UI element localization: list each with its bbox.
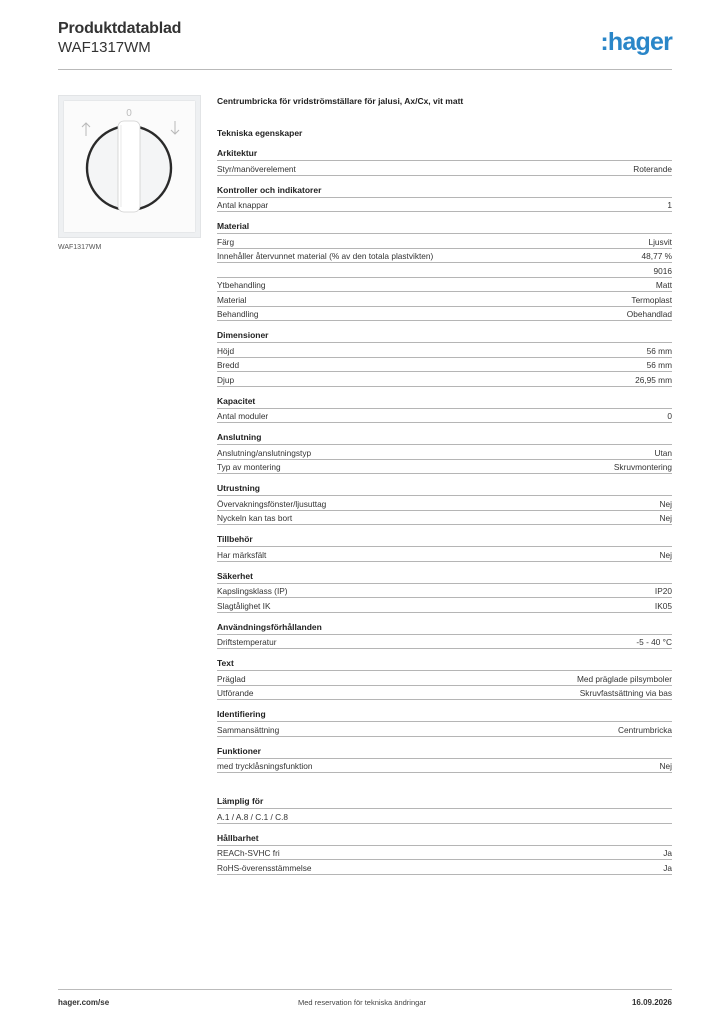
spec-row bbox=[217, 263, 672, 278]
spec-label: Ytbehandling bbox=[217, 280, 266, 290]
spec-value: Nej bbox=[659, 549, 672, 560]
section-title: Hållbarhet bbox=[217, 833, 672, 846]
spec-row bbox=[217, 496, 672, 511]
section-title: Tillbehör bbox=[217, 534, 672, 547]
section-title: Säkerhet bbox=[217, 571, 672, 584]
spec-value: Obehandlad bbox=[626, 309, 672, 319]
spec-row bbox=[217, 809, 672, 824]
spec-section bbox=[217, 833, 672, 875]
document-title: Produktdatablad bbox=[58, 20, 182, 37]
spec-value: Nej bbox=[659, 513, 672, 523]
spec-section bbox=[217, 148, 672, 176]
switch-plate bbox=[64, 101, 195, 232]
spec-label: Anslutning/anslutningstyp bbox=[217, 447, 312, 458]
spec-section bbox=[217, 658, 672, 700]
spec-label: Behandling bbox=[217, 309, 259, 319]
spec-value: Skruvfastsättning via bas bbox=[579, 688, 672, 698]
spec-row bbox=[217, 846, 672, 861]
footer-divider bbox=[58, 989, 672, 990]
spec-value: Centrumbricka bbox=[618, 724, 672, 735]
zero-position-label: 0 bbox=[126, 108, 132, 119]
spec-row bbox=[217, 759, 672, 774]
spec-sections bbox=[217, 148, 672, 875]
spec-value: 48,77 % bbox=[641, 251, 672, 261]
spec-value: 56 mm bbox=[646, 360, 672, 370]
spec-row bbox=[217, 635, 672, 650]
spec-value: 1 bbox=[667, 200, 672, 210]
spec-row bbox=[217, 511, 672, 526]
arrow-down-icon bbox=[171, 121, 179, 134]
spec-row bbox=[217, 671, 672, 686]
spec-row bbox=[217, 343, 672, 358]
spec-section bbox=[217, 796, 672, 824]
spec-label: Antal knappar bbox=[217, 200, 269, 210]
product-description: Centrumbricka för vridströmställare för jalusi, Ax/Cx, vit matt bbox=[217, 96, 464, 106]
spec-label: med trycklåsningsfunktion bbox=[217, 761, 313, 771]
spec-value: Skruvmontering bbox=[613, 462, 672, 472]
spec-label: Utförande bbox=[217, 688, 254, 698]
spec-row bbox=[217, 409, 672, 424]
spec-label: Höjd bbox=[217, 345, 235, 356]
section-title: Material bbox=[217, 221, 672, 234]
spec-row bbox=[217, 358, 672, 373]
spec-row bbox=[217, 234, 672, 249]
section-title: Funktioner bbox=[217, 746, 672, 759]
spec-section bbox=[217, 709, 672, 737]
spec-label: Driftstemperatur bbox=[217, 637, 277, 647]
spec-section bbox=[217, 483, 672, 525]
spec-value: -5 - 40 °C bbox=[636, 637, 672, 647]
section-title: Identifiering bbox=[217, 709, 672, 722]
spec-section bbox=[217, 185, 672, 213]
spec-section bbox=[217, 534, 672, 562]
section-title: Lämplig för bbox=[217, 796, 672, 809]
technical-properties-title: Tekniska egenskaper bbox=[217, 128, 303, 138]
spec-value: Med präglade pilsymboler bbox=[576, 673, 672, 684]
spec-value: Nej bbox=[659, 761, 672, 771]
spec-label: A.1 / A.8 / C.1 / C.8 bbox=[217, 811, 289, 822]
spec-row bbox=[217, 860, 672, 875]
spec-value: Matt bbox=[655, 280, 672, 290]
spec-row bbox=[217, 686, 672, 701]
spec-row bbox=[217, 547, 672, 562]
spec-value: Ja bbox=[663, 848, 672, 858]
footer-date: 16.09.2026 bbox=[631, 998, 672, 1007]
spec-label: Typ av montering bbox=[217, 462, 281, 472]
section-title: Användningsförhållanden bbox=[217, 622, 672, 635]
spec-label: Sammansättning bbox=[217, 724, 280, 735]
spec-value: Utan bbox=[654, 447, 672, 458]
header-divider bbox=[58, 69, 672, 70]
spec-row bbox=[217, 372, 672, 387]
footer-disclaimer: Med reservation för tekniska ändringar bbox=[298, 998, 426, 1007]
spec-label: Färg bbox=[217, 236, 235, 247]
spec-row bbox=[217, 249, 672, 264]
spec-label: Präglad bbox=[217, 673, 246, 684]
section-title: Kapacitet bbox=[217, 396, 672, 409]
spec-label: REACh-SVHC fri bbox=[217, 848, 280, 858]
spec-label: Djup bbox=[217, 374, 235, 385]
spec-value: Nej bbox=[659, 498, 672, 509]
spec-value: IP20 bbox=[654, 586, 672, 596]
section-title: Dimensioner bbox=[217, 330, 672, 343]
spec-row bbox=[217, 292, 672, 307]
spec-value: Roterande bbox=[633, 163, 672, 174]
rotary-knob-illustration bbox=[64, 101, 195, 232]
spec-section bbox=[217, 330, 672, 387]
spec-label: Kapslingsklass (IP) bbox=[217, 586, 288, 596]
section-title: Kontroller och indikatorer bbox=[217, 185, 672, 198]
spec-value: Termoplast bbox=[631, 294, 672, 305]
spec-value: IK05 bbox=[654, 600, 672, 611]
spec-label: Bredd bbox=[217, 360, 240, 370]
spec-value: 56 mm bbox=[646, 345, 672, 356]
image-caption: WAF1317WM bbox=[58, 244, 102, 251]
spec-label: Slagtålighet IK bbox=[217, 600, 271, 611]
spec-section bbox=[217, 746, 672, 774]
spec-row bbox=[217, 445, 672, 460]
spec-value: Ljusvit bbox=[648, 236, 672, 247]
spec-label: Övervakningsfönster/ljusuttag bbox=[217, 498, 327, 509]
spec-section bbox=[217, 432, 672, 474]
spec-section bbox=[217, 396, 672, 424]
section-title: Utrustning bbox=[217, 483, 672, 496]
spec-row bbox=[217, 307, 672, 322]
spec-label: RoHS-överensstämmelse bbox=[217, 862, 312, 873]
spec-label: Material bbox=[217, 294, 247, 305]
spec-section bbox=[217, 571, 672, 613]
spec-section bbox=[217, 221, 672, 321]
arrow-up-icon bbox=[82, 123, 90, 136]
spec-row bbox=[217, 584, 672, 599]
product-model: WAF1317WM bbox=[58, 39, 151, 56]
spec-row bbox=[217, 598, 672, 613]
section-title: Arkitektur bbox=[217, 148, 672, 161]
spec-row bbox=[217, 278, 672, 293]
header bbox=[58, 20, 181, 56]
spec-value: 9016 bbox=[653, 265, 672, 276]
section-title: Anslutning bbox=[217, 432, 672, 445]
spec-label: Innehåller återvunnet material (% av den totala plastvikten) bbox=[217, 251, 434, 261]
spec-label: Antal moduler bbox=[217, 411, 269, 421]
hager-logo: :hager bbox=[600, 28, 672, 56]
footer-website: hager.com/se bbox=[58, 998, 110, 1007]
spec-row bbox=[217, 161, 672, 176]
spec-value: 26,95 mm bbox=[635, 374, 672, 385]
spec-value: Ja bbox=[663, 862, 672, 873]
spec-label: Nyckeln kan tas bort bbox=[217, 513, 293, 523]
spec-section bbox=[217, 622, 672, 650]
spec-row bbox=[217, 460, 672, 475]
product-image bbox=[58, 95, 201, 238]
spec-row bbox=[217, 198, 672, 213]
spec-content bbox=[217, 96, 672, 884]
spec-label: Styr/manöverelement bbox=[217, 163, 296, 174]
spec-label: Har märksfält bbox=[217, 549, 267, 560]
spec-value: 0 bbox=[667, 411, 672, 421]
spec-row bbox=[217, 722, 672, 737]
section-title: Text bbox=[217, 658, 672, 671]
